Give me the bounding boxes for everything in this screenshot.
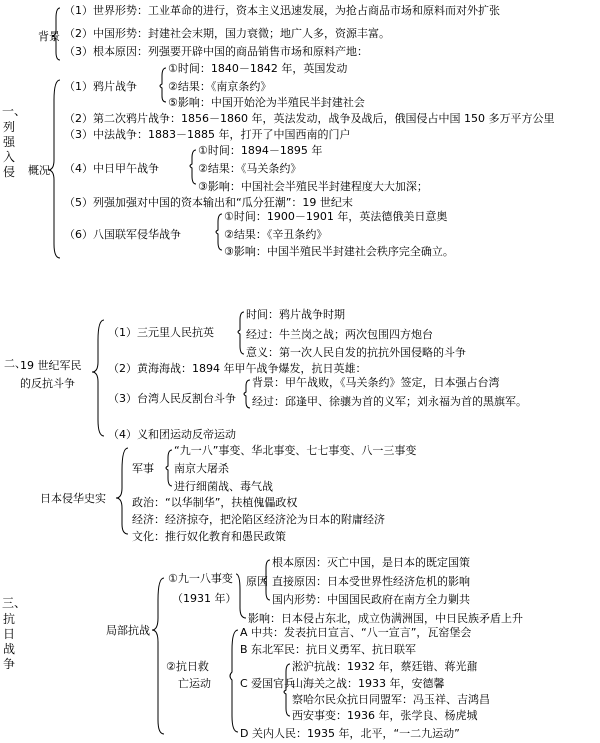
list-item: （1）世界形势：工业革命的进行，资本主义迅速发展，为抢占商品市场和原料而对外扩张 (64, 4, 500, 17)
list-item: 政治：“以华制华”，扶植傀儡政权 (132, 496, 298, 509)
section-title: 抗日战争 (2, 612, 15, 671)
list-item: ③影响：中国社会半殖民半封建程度大大加深； (198, 180, 428, 193)
section-number: 二、 (4, 357, 26, 370)
list-item: 经过：邱逢甲、徐骧为首的义军；刘永福为首的黑旗军。 (252, 395, 527, 408)
list-item: ②结果：《马关条约》 (198, 162, 302, 175)
invasion-label: 日本侵华史实 (40, 492, 106, 505)
section-number: 三、 (2, 596, 27, 610)
sept18-year: （1931 年） (172, 592, 237, 605)
list-item: 根本原因：灭亡中国，是日本的既定国策 (272, 556, 470, 569)
list-item: ⑤影响：中国开始沦为半殖民半封建社会 (168, 96, 365, 109)
local-resistance-label: 局部抗战 (106, 624, 150, 637)
list-item: 察哈尔民众抗日同盟军：冯玉祥、吉鸿昌 (292, 693, 490, 706)
list-item: （3）中法战争：1883－1885 年，打开了中国西南的门户 (64, 128, 351, 141)
list-item: （2）黄海海战：1894 年甲午战争爆发，抗日英雄： (108, 362, 367, 375)
list-item: ①时间：1840－1842 年，英国发动 (168, 62, 348, 75)
list-item: A 中共：发表抗日宣言、“八一宣言”，瓦窑堡会 (240, 626, 472, 639)
list-item: ③影响：中国半殖民半封建社会秩序完全确立。 (224, 245, 454, 258)
list-item: 南京大屠杀 (174, 462, 229, 475)
list-item: 经过：牛兰岗之战；两次包围四方炮台 (246, 328, 433, 341)
list-item: （2）第二次鸦片战争：1856－1860 年，英法发动，战争及战后，俄国侵占中国 150 多万平方公里 (64, 112, 555, 125)
list-item: ②结果：《南京条约》 (168, 80, 272, 93)
opium-war-label: （1）鸦片战争 (64, 80, 137, 93)
section-number: 一、 (2, 104, 27, 118)
sino-japanese-war-label: （4）中日甲午战争 (64, 162, 159, 175)
list-item: ①时间：1900－1901 年，英法德俄美日意奥 (224, 210, 448, 223)
list-item: （2）中国形势：封建社会末期，国力衰微；地广人多，资源丰富。 (64, 27, 390, 40)
list-item: 文化：推行奴化教育和愚民政策 (132, 530, 286, 543)
list-item: “九一八”事变、华北事变、七七事变、八一三事变 (174, 444, 417, 457)
list-item: B 东北军民：抗日义勇军、抗日联军 (240, 643, 417, 656)
list-item: 国内形势：中国国民政府在南方全力剿共 (272, 593, 470, 606)
sept18-impact: 影响：日本侵占东北，成立伪满洲国，中日民族矛盾上升 (248, 612, 523, 625)
list-item: 直接原因：日本受世界性经济危机的影响 (272, 575, 470, 588)
military-label: 军事 (132, 462, 154, 475)
section-title: 列强入侵 (2, 120, 15, 179)
list-item: （5）列强加强对中国的资本输出和“瓜分狂潮”：19 世纪末 (64, 196, 353, 209)
list-item: 意义：第一次人民自发的抗抗外国侵略的斗争 (246, 346, 466, 359)
patriotic-officers-label: C 爱国官兵 (240, 677, 296, 690)
sept18-label: ①九一八事变 (168, 572, 233, 585)
list-item: 西安事变：1936 年，张学良、杨虎城 (292, 709, 478, 722)
list-item: ①时间：1894－1895 年 (198, 144, 323, 157)
list-item: ②结果：《辛丑条约》 (224, 228, 328, 241)
list-item: （3）根本原因：列强要开辟中国的商品销售市场和原料产地： (64, 45, 368, 58)
list-item: D 关内人民：1935 年，北平，“一二九运动” (240, 727, 460, 740)
list-item: 时间：鸦片战争时期 (246, 308, 345, 321)
list-item: 淞沪抗战：1932 年，蔡廷锴、蒋光鼐 (292, 660, 478, 673)
cause-label: 原因 (246, 575, 268, 588)
sanyuanli-label: （1）三元里人民抗英 (108, 326, 214, 339)
list-item: （4）义和团运动反帝运动 (108, 428, 236, 441)
resist-label: ②抗日救 (166, 660, 209, 673)
list-item: 进行细菌战、毒气战 (174, 480, 273, 493)
resist-label: 亡运动 (178, 677, 211, 690)
list-item: 经济：经济掠夺，把沦陷区经济沦为日本的附庸经济 (132, 513, 385, 526)
eight-nation-war-label: （6）八国联军侵华战争 (64, 228, 181, 241)
list-item: 山海关之战：1933 年，安德馨 (292, 677, 445, 690)
background-label: 背景 (38, 30, 60, 43)
taiwan-label: （3）台湾人民反割台斗争 (108, 392, 236, 405)
overview-label: 概况 (28, 164, 50, 177)
section-title: 19 世纪军民的反抗斗争 (20, 359, 82, 390)
list-item: 背景：甲午战败，《马关条约》签定，日本强占台湾 (252, 376, 500, 389)
